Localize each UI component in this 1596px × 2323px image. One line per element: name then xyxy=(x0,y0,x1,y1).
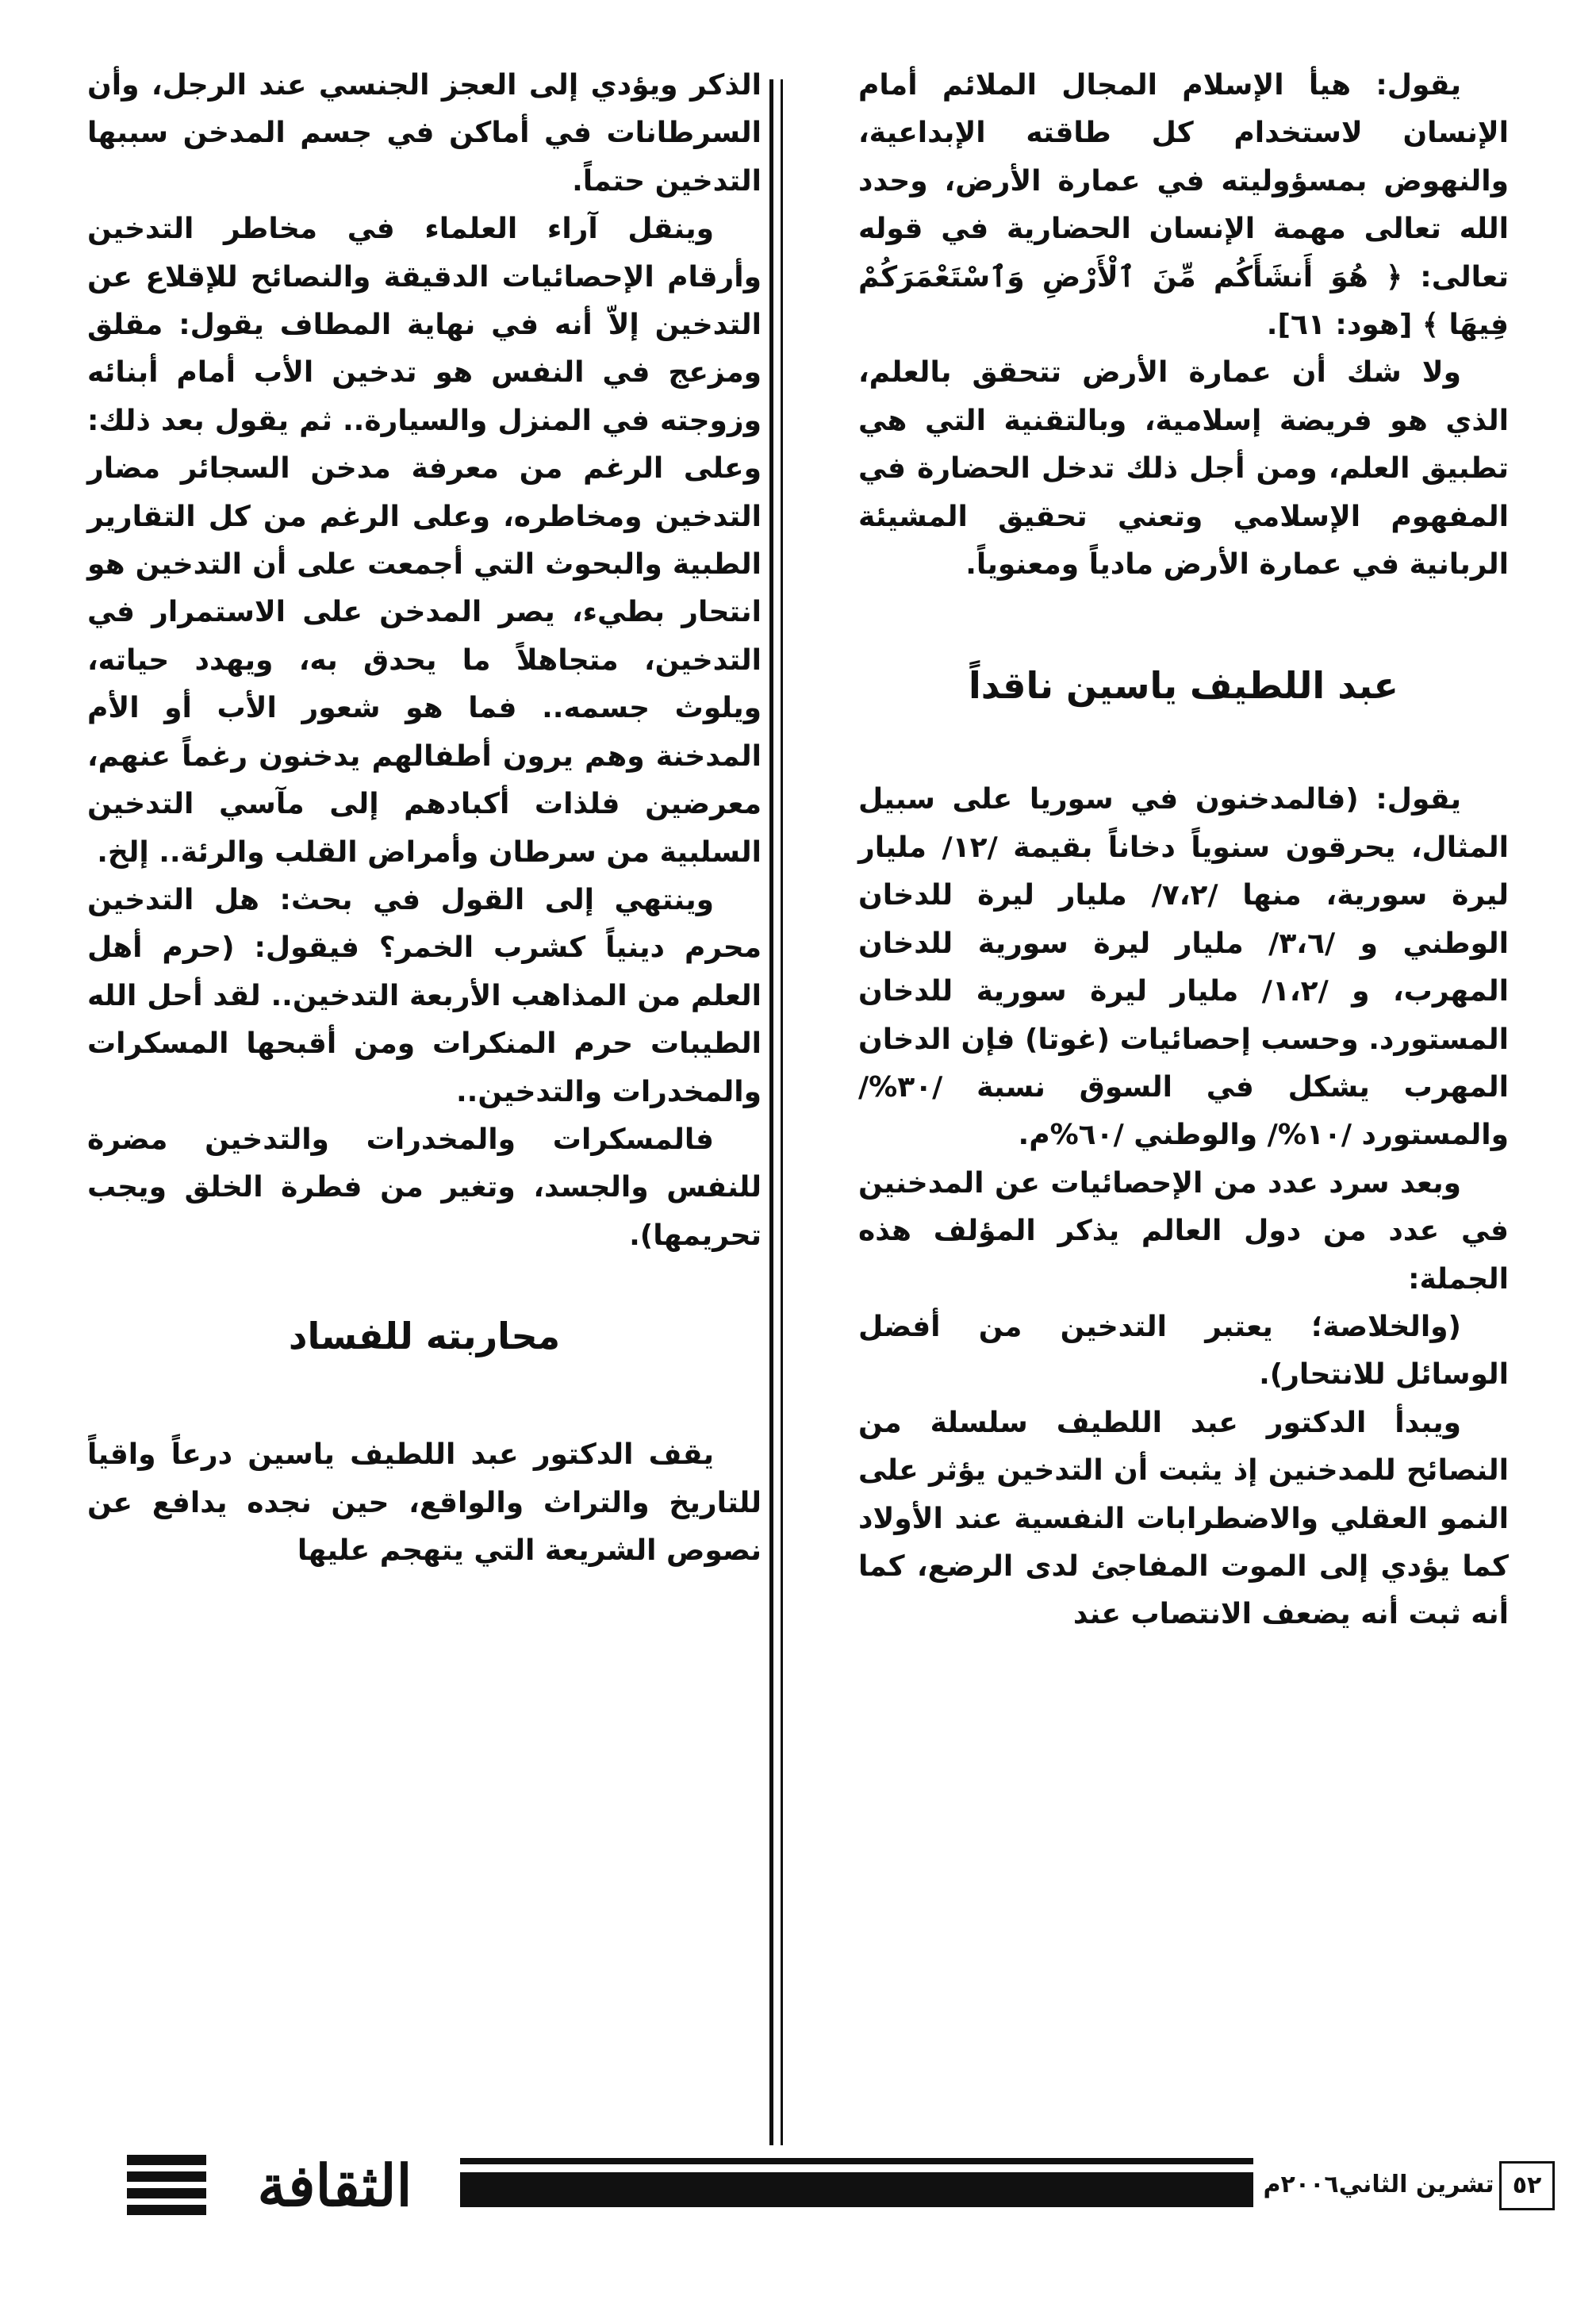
right-column xyxy=(858,62,1509,1639)
column-divider xyxy=(766,79,788,2145)
paragraph: ولا شك أن عمارة الأرض تتحقق بالعلم، الذي هو فريضة إسلامية، وبالتقنية التي هي تطبيق العلم، ومن أجل ذلك تدخل الحضارة في المفهوم الإسلامي وتعني تحقيق المشيئة الربانية في عمارة الأرض مادياً ومعنوياً. xyxy=(858,356,1509,582)
paragraph: وينتهي إلى القول في بحث: هل التدخين محرم دينياً كشرب الخمر؟ فيقول: (حرم أهل العلم من المذاهب الأربعة التدخين.. لقد أحل الله الطيبات حرم المنكرات ومن أقبحها المسكرات والمخدرات والتدخين.. xyxy=(87,883,762,1108)
paragraph: يقف الدكتور عبد اللطيف ياسين درعاً واقياً للتاريخ والتراث والواقع، حين نجده يدافع عن نصوص الشريعة التي يتهجم عليها xyxy=(87,1438,762,1567)
paragraph: ويبدأ الدكتور عبد اللطيف سلسلة من النصائح للمدخنين إذ يثبت أن التدخين يؤثر على النمو العقلي والاضطرابات النفسية عند الأولاد كما يؤدي إلى الموت المفاجئ لدى الرضع، كما أنه ثبت أنه يضعف الانتصاب عند xyxy=(858,1406,1509,1631)
page-footer xyxy=(127,2150,1542,2221)
paragraph: (والخلاصة؛ يعتبر التدخين من أفضل الوسائل للانتحار). xyxy=(858,1310,1509,1392)
decorative-stripes xyxy=(127,2150,206,2221)
page-number: ٥٢ xyxy=(1499,2161,1555,2210)
magazine-logo: الثقافة xyxy=(257,2152,412,2219)
section-heading: محاربته للفساد xyxy=(288,1315,561,1358)
paragraph: وينقل آراء العلماء في مخاطر التدخين وأرقام الإحصائيات الدقيقة والنصائح للإقلاع عن التدخين إلاّ أنه في نهاية المطاف يقول: مقلق ومزعج في النفس هو تدخين الأب أمام أبنائه وزوجته في المنزل والسيارة.. ثم يقول بعد ذلك: وعلى الرغم من معرفة مدخن السجائر مضار التدخين ومخاطره، وعلى الرغم من كل التقارير الطبية والبحوث التي أجمعت على أن التدخين هو انتحار بطيء، يصر المدخن على الاستمرار في التدخين، متجاهلاً ما يحدق به، ويهدد حياته، ويلوث جسمه.. فما هو شعور الأب أو الأم المدخنة وهم يرون أطفالهم يدخنون رغماً عنهم، معرضين فلذات أكبادهم إلى مآسي التدخين السلبية من سرطان وأمراض القلب والرئة.. إلخ. xyxy=(87,213,762,869)
section-heading: عبد اللطيف ياسين ناقداً xyxy=(969,664,1398,708)
paragraph: وبعد سرد عدد من الإحصائيات عن المدخنين في عدد من دول العالم يذكر المؤلف هذه الجملة: xyxy=(858,1166,1509,1296)
issue-date: تشرين الثاني٢٠٠٦م xyxy=(1263,2171,1494,2198)
paragraph: فالمسكرات والمخدرات والتدخين مضرة للنفس والجسد، وتغير من فطرة الخلق ويجب تحريمها). xyxy=(87,1123,762,1252)
left-column xyxy=(87,62,762,1575)
paragraph: الذكر ويؤدي إلى العجز الجنسي عند الرجل، وأن السرطانات في أماكن في جسم المدخن سببها التدخين حتماً. xyxy=(87,69,762,198)
paragraph: يقول: هيأ الإسلام المجال الملائم أمام الإنسان لاستخدام كل طاقته الإبداعية، والنهوض بمسؤوليته في عمارة الأرض، وحدد الله تعالى مهمة الإنسان الحضارية في قوله تعالى: ﴿ هُوَ أَنشَأَكُم مِّنَ ٱلْأَرْضِ وَٱسْتَعْمَرَكُمْ فِيهَا ﴾ [هود: ٦١]. xyxy=(858,69,1509,342)
footer-rule xyxy=(460,2158,1253,2214)
paragraph: يقول: (فالمدخنون في سوريا على سبيل المثال، يحرقون سنوياً دخاناً بقيمة /١٢/ مليار ليرة سورية، منها /٧،٢/ مليار ليرة للدخان الوطني و /٣،٦/ مليار ليرة سورية للدخان المهرب، و /١،٢/ مليار ليرة سورية للدخان المستورد. وحسب إحصائيات (غوتا) فإن الدخان المهرب يشكل في السوق نسبة /٣٠%/ والمستورد /١٠%/ والوطني /٦٠%م. xyxy=(858,783,1510,1152)
